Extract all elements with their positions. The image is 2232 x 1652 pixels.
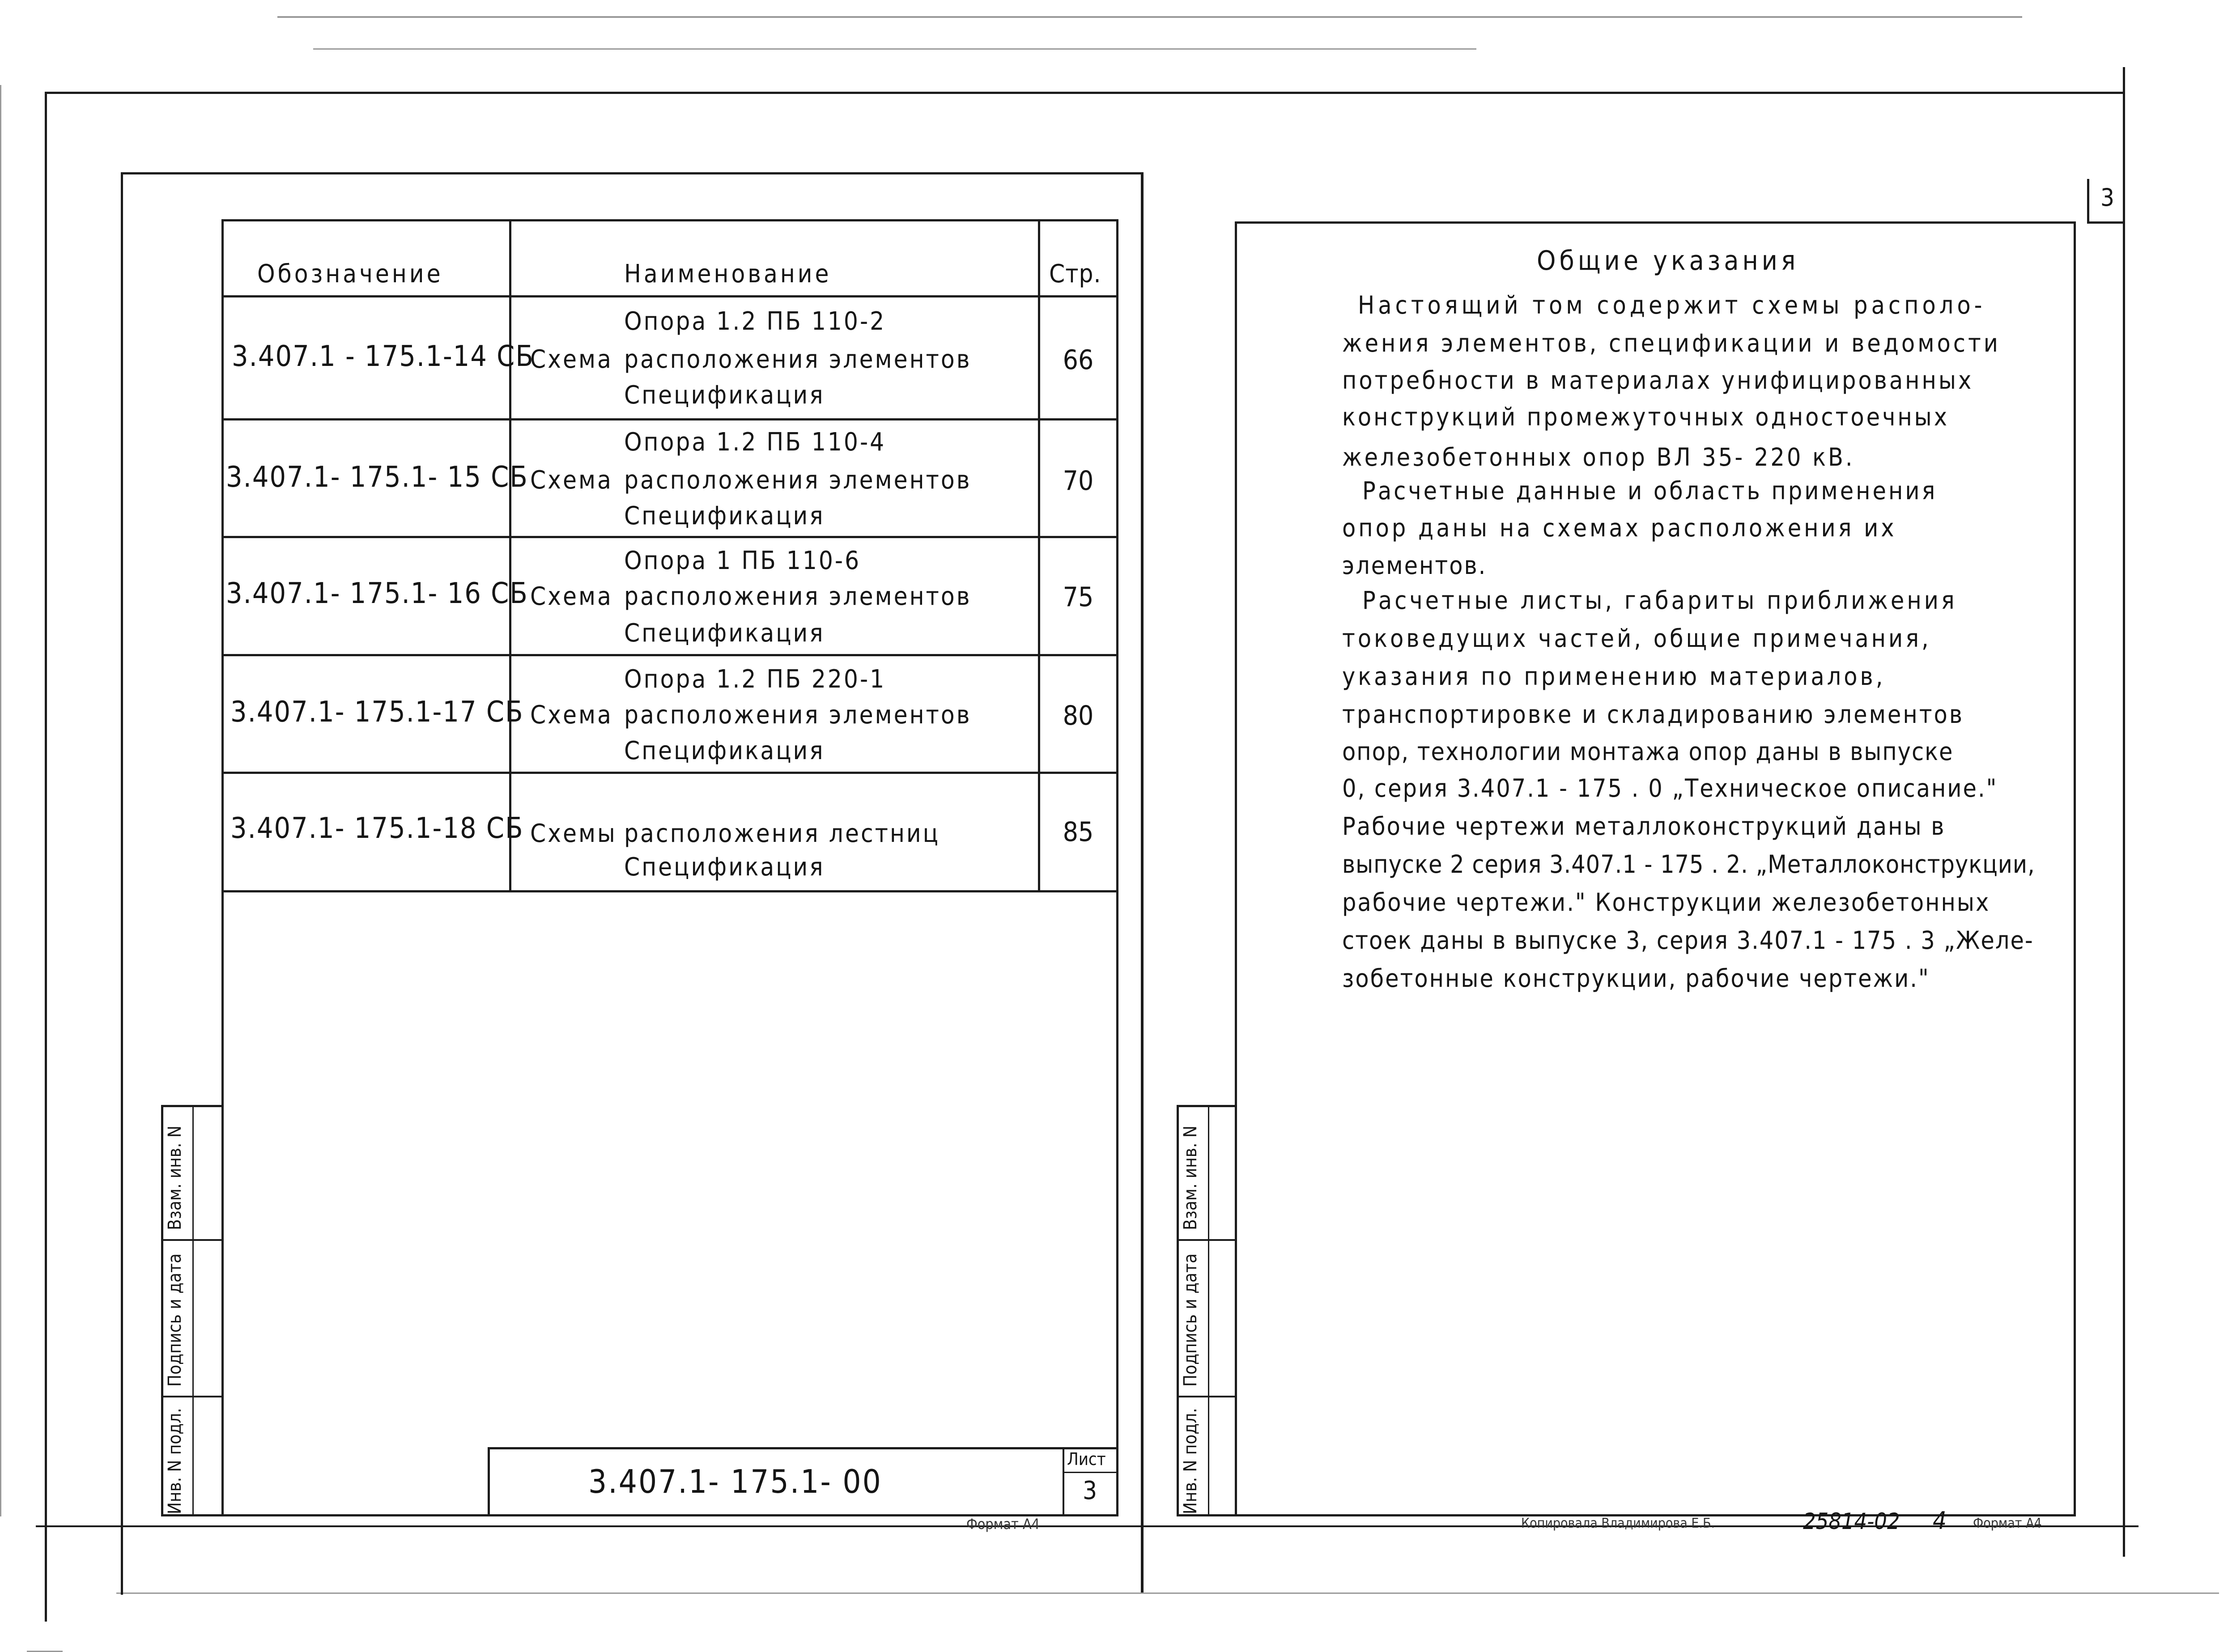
- notes-line: выпуске 2 серия 3.407.1 - 175 . 2. „Металлоконструкции,: [1342, 850, 2035, 879]
- footer-order-number: 25814-02: [1803, 1508, 1900, 1534]
- notes-line: опор, технологии монтажа опор даны в выпуске: [1342, 737, 1954, 766]
- right-sheet-number-box-bottom: [2087, 221, 2125, 224]
- table-row-page: 70: [1063, 465, 1094, 497]
- outer-frame-right: [2123, 67, 2125, 1557]
- header-designation: Обозначение: [257, 259, 443, 289]
- scan-left-edge: [0, 85, 1, 1516]
- notes-line: конструкций промежуточных одностоечных: [1342, 403, 1950, 431]
- notes-line: Настоящий том содержит схемы располо-: [1358, 291, 1986, 319]
- table-row-prefix: Схемы: [530, 819, 617, 848]
- table-row-name-2: расположения элементов: [624, 701, 972, 730]
- right-stamp-sep-1: [1177, 1239, 1237, 1241]
- notes-line: элементов.: [1342, 551, 1487, 580]
- table-row-code: 3.407.1- 175.1-17 СБ: [230, 696, 524, 729]
- table-row-page: 85: [1063, 816, 1094, 848]
- right-sheet-number: 3: [2100, 183, 2114, 212]
- table-row-name-1: Опора 1 ПБ 110-6: [624, 546, 861, 575]
- table-row-prefix: Схема: [530, 466, 613, 495]
- stamp-sign-date: Подпись и дата: [1180, 1253, 1201, 1387]
- notes-line: Расчетные данные и область применения: [1362, 476, 1938, 505]
- table-row-name-1: Опора 1.2 ПБ 110-4: [624, 428, 886, 457]
- table-row-page: 66: [1063, 344, 1094, 376]
- left-stamp-sep-2: [161, 1396, 224, 1397]
- right-sheet-number-box-left: [2087, 179, 2089, 224]
- row-line-4: [221, 772, 1118, 774]
- header-underline: [221, 295, 1118, 297]
- title-block-sheet-divider: [1063, 1447, 1064, 1516]
- right-stamp-inner: [1208, 1105, 1209, 1516]
- notes-line: железобетонных опор ВЛ 35- 220 кВ.: [1342, 443, 1855, 471]
- stamp-inv-orig: Инв. N подл.: [165, 1408, 185, 1514]
- row-line-3: [221, 654, 1118, 656]
- scan-top-line: [277, 16, 2022, 18]
- stamp-inv-orig: Инв. N подл.: [1180, 1408, 1201, 1514]
- table-row-code: 3.407.1- 175.1- 15 СБ: [226, 461, 528, 494]
- title-block-sheet-line: [1063, 1472, 1118, 1473]
- table-row-name-2: расположения элементов: [624, 466, 972, 495]
- table-row-code: 3.407.1- 175.1-18 СБ: [230, 812, 524, 845]
- title-block-top: [488, 1447, 1118, 1449]
- stamp-sign-date: Подпись и дата: [165, 1253, 185, 1387]
- stamp-inv-replace: Взам. инв. N: [1180, 1125, 1201, 1230]
- notes-line: зобетонные конструкции, рабочие чертежи.": [1342, 964, 1930, 993]
- sheet-divider: [1141, 172, 1144, 1593]
- outer-frame-top: [45, 92, 2125, 94]
- left-stamp-sep-1: [161, 1239, 224, 1241]
- notes-line: опор даны на схемах расположения их: [1342, 514, 1897, 542]
- header-name: Наименование: [624, 259, 832, 289]
- table-row-prefix: Схема: [530, 701, 613, 730]
- col-divider-1: [509, 219, 511, 892]
- col-divider-2: [1038, 219, 1040, 892]
- table-row-name-3: Спецификация: [624, 619, 825, 648]
- table-row-name-2: расположения элементов: [624, 582, 972, 611]
- left-sheet-top: [121, 172, 1143, 174]
- left-format-label: Формат А4: [966, 1516, 1040, 1533]
- stamp-inv-replace: Взам. инв. N: [165, 1125, 185, 1230]
- notes-line: жения элементов, спецификации и ведомости: [1342, 329, 2001, 357]
- table-row-page: 75: [1063, 582, 1094, 613]
- table-row-code: 3.407.1- 175.1- 16 СБ: [226, 577, 528, 610]
- left-sheet-left: [121, 172, 123, 1595]
- footer-page-number: 4: [1933, 1507, 1947, 1535]
- title-block-code: 3.407.1- 175.1- 00: [588, 1463, 882, 1500]
- notes-line: Расчетные листы, габариты приближения: [1362, 586, 1957, 615]
- footer-copied-by: Копировала Владимирова Е.Б.: [1521, 1516, 1715, 1531]
- right-format-label: Формат А4: [1973, 1516, 2042, 1531]
- title-block-sheet-no: 3: [1083, 1476, 1097, 1505]
- title-block-sheet-label: Лист: [1067, 1449, 1106, 1469]
- outer-frame-left: [45, 92, 47, 1622]
- row-line-2: [221, 536, 1118, 538]
- row-line-5: [221, 890, 1118, 892]
- notes-line: потребности в материалах унифицированных: [1342, 366, 1974, 395]
- header-page: Стр.: [1049, 259, 1101, 289]
- table-row-page: 80: [1063, 700, 1094, 731]
- table-row-name-2: расположения элементов: [624, 345, 972, 374]
- table-row-name-2: Спецификация: [624, 853, 825, 882]
- table-row-name-1: Опора 1.2 ПБ 110-2: [624, 307, 886, 336]
- notes-line: 0, серия 3.407.1 - 175 . 0 „Техническое описание.": [1342, 774, 1998, 803]
- left-stamp-inner: [192, 1105, 194, 1516]
- table-row-code: 3.407.1 - 175.1-14 СБ: [232, 340, 534, 373]
- notes-line: рабочие чертежи." Конструкции железобетонных: [1342, 888, 1990, 917]
- general-notes-title: Общие указания: [1537, 245, 1799, 276]
- scan-top-line-2: [313, 48, 1476, 50]
- row-line-1: [221, 418, 1118, 420]
- scan-bottom-line: [116, 1593, 2219, 1594]
- table-row-name-3: Спецификация: [624, 381, 825, 410]
- table-row-name-1: расположения лестниц: [624, 819, 940, 848]
- right-stamp-sep-2: [1177, 1396, 1237, 1397]
- title-block-left: [488, 1447, 490, 1516]
- table-row-name-3: Спецификация: [624, 501, 825, 531]
- notes-line: Рабочие чертежи металлоконструкций даны в: [1342, 812, 1946, 841]
- table-row-name-3: Спецификация: [624, 736, 825, 765]
- notes-line: токоведущих частей, общие примечания,: [1342, 624, 1931, 653]
- table-row-name-1: Опора 1.2 ПБ 220-1: [624, 665, 886, 694]
- table-row-prefix: Схема: [530, 345, 613, 374]
- notes-line: транспортировке и складированию элементов: [1342, 700, 1964, 729]
- notes-line: стоек даны в выпуске 3, серия 3.407.1 - 175 . 3 „Желе-: [1342, 926, 2034, 955]
- table-row-prefix: Схема: [530, 582, 613, 611]
- notes-line: указания по применению материалов,: [1342, 662, 1886, 691]
